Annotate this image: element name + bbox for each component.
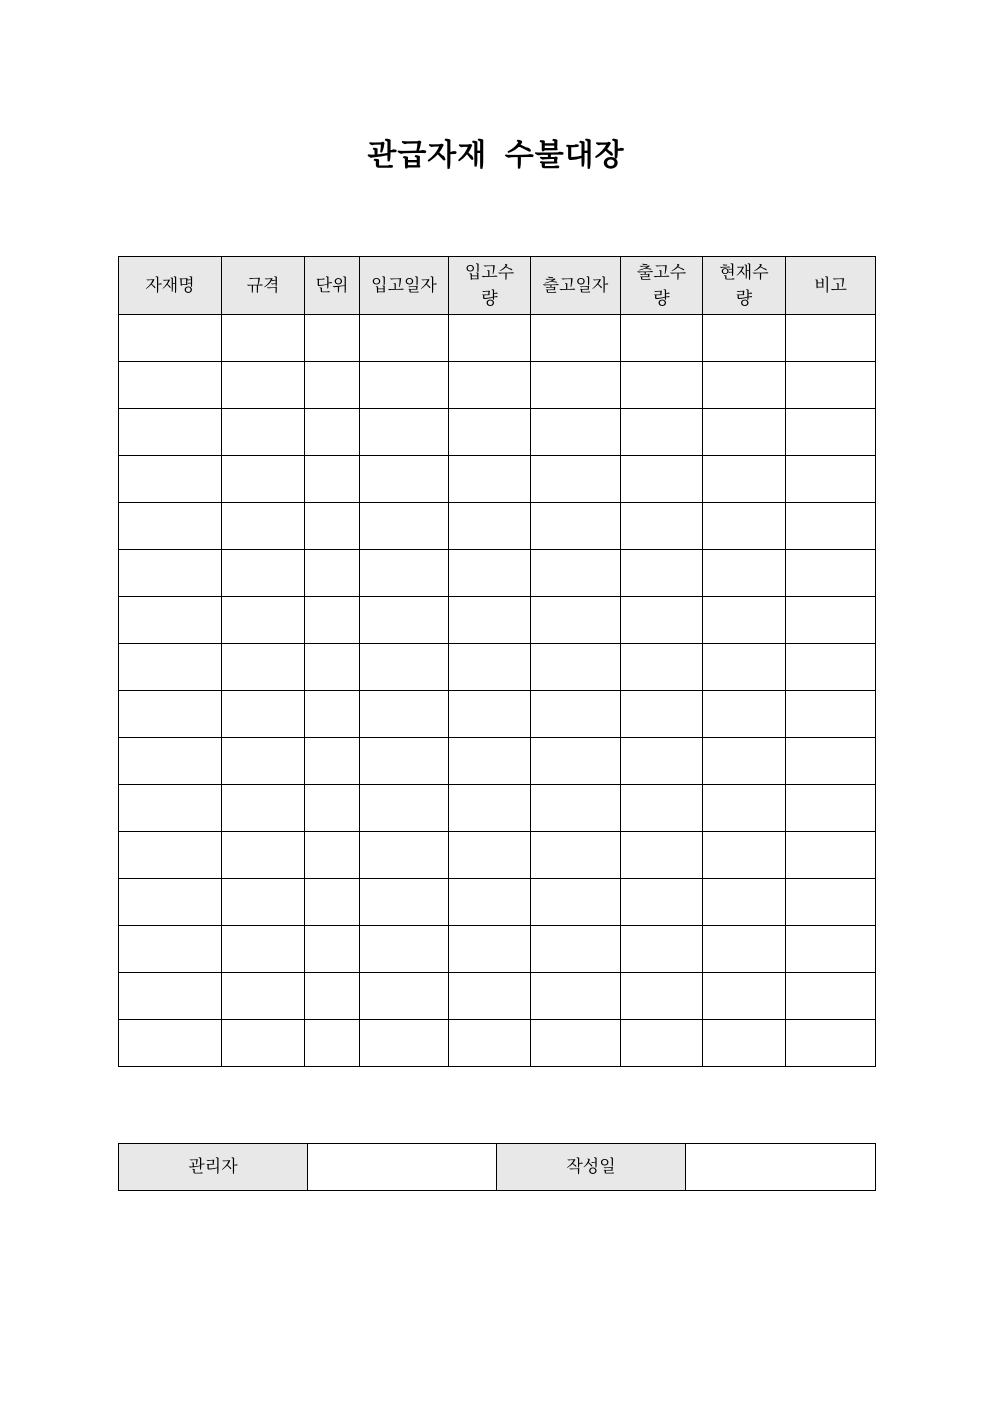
cell-in-date[interactable] <box>360 691 449 738</box>
cell-in-date[interactable] <box>360 738 449 785</box>
table-row <box>119 785 876 832</box>
cell-in-date[interactable] <box>360 409 449 456</box>
column-header-label: 입고일자 <box>371 275 437 296</box>
cell-current-qty[interactable] <box>703 315 786 362</box>
cell-in-qty[interactable] <box>449 456 531 503</box>
cell-remarks[interactable] <box>786 1020 876 1067</box>
cell-out-qty[interactable] <box>621 315 703 362</box>
cell-current-qty[interactable] <box>703 597 786 644</box>
table-row <box>119 738 876 785</box>
cell-in-date[interactable] <box>360 456 449 503</box>
cell-in-qty[interactable] <box>449 503 531 550</box>
cell-spec[interactable] <box>222 409 305 456</box>
cell-out-qty[interactable] <box>621 644 703 691</box>
cell-spec[interactable] <box>222 644 305 691</box>
cell-out-qty[interactable] <box>621 832 703 879</box>
cell-material-name[interactable] <box>119 315 222 362</box>
cell-in-date[interactable] <box>360 973 449 1020</box>
cell-remarks[interactable] <box>786 832 876 879</box>
cell-remarks[interactable] <box>786 738 876 785</box>
date-label: 작성일 <box>497 1144 686 1191</box>
cell-out-date[interactable] <box>531 550 621 597</box>
cell-unit[interactable] <box>305 550 360 597</box>
cell-unit[interactable] <box>305 503 360 550</box>
cell-out-date[interactable] <box>531 832 621 879</box>
cell-out-date[interactable] <box>531 456 621 503</box>
cell-unit[interactable] <box>305 644 360 691</box>
column-header-material-name <box>119 257 222 315</box>
column-header-in-qty <box>449 257 531 315</box>
column-header-label: 현재수 량 <box>719 262 769 309</box>
cell-in-qty[interactable] <box>449 644 531 691</box>
cell-unit[interactable] <box>305 926 360 973</box>
cell-in-date[interactable] <box>360 644 449 691</box>
cell-current-qty[interactable] <box>703 362 786 409</box>
column-header-spec <box>222 257 305 315</box>
cell-out-date[interactable] <box>531 362 621 409</box>
cell-current-qty[interactable] <box>703 832 786 879</box>
cell-spec[interactable] <box>222 503 305 550</box>
signoff-row <box>119 1144 876 1191</box>
cell-remarks[interactable] <box>786 926 876 973</box>
cell-current-qty[interactable] <box>703 738 786 785</box>
cell-unit[interactable] <box>305 738 360 785</box>
cell-out-qty[interactable] <box>621 926 703 973</box>
cell-spec[interactable] <box>222 362 305 409</box>
cell-in-date[interactable] <box>360 550 449 597</box>
cell-in-date[interactable] <box>360 926 449 973</box>
cell-remarks[interactable] <box>786 879 876 926</box>
cell-current-qty[interactable] <box>703 973 786 1020</box>
cell-out-qty[interactable] <box>621 503 703 550</box>
column-header-label: 자재명 <box>145 275 195 296</box>
cell-out-qty[interactable] <box>621 456 703 503</box>
cell-out-qty[interactable] <box>621 785 703 832</box>
cell-out-qty[interactable] <box>621 362 703 409</box>
cell-current-qty[interactable] <box>703 691 786 738</box>
cell-spec[interactable] <box>222 832 305 879</box>
cell-out-date[interactable] <box>531 1020 621 1067</box>
cell-spec[interactable] <box>222 315 305 362</box>
cell-remarks[interactable] <box>786 409 876 456</box>
table-row <box>119 879 876 926</box>
cell-material-name[interactable] <box>119 503 222 550</box>
cell-out-date[interactable] <box>531 409 621 456</box>
column-header-out-qty <box>621 257 703 315</box>
cell-out-qty[interactable] <box>621 973 703 1020</box>
cell-in-qty[interactable] <box>449 738 531 785</box>
cell-remarks[interactable] <box>786 456 876 503</box>
cell-unit[interactable] <box>305 315 360 362</box>
cell-in-qty[interactable] <box>449 973 531 1020</box>
cell-in-date[interactable] <box>360 785 449 832</box>
cell-in-date[interactable] <box>360 1020 449 1067</box>
cell-material-name[interactable] <box>119 973 222 1020</box>
table-row <box>119 973 876 1020</box>
cell-in-qty[interactable] <box>449 691 531 738</box>
cell-out-qty[interactable] <box>621 409 703 456</box>
column-header-out-date <box>531 257 621 315</box>
material-ledger-table <box>118 256 876 1067</box>
cell-unit[interactable] <box>305 362 360 409</box>
cell-out-qty[interactable] <box>621 691 703 738</box>
cell-in-qty[interactable] <box>449 597 531 644</box>
cell-out-date[interactable] <box>531 597 621 644</box>
cell-out-qty[interactable] <box>621 550 703 597</box>
column-header-label: 출고수 량 <box>636 262 687 309</box>
cell-current-qty[interactable] <box>703 926 786 973</box>
column-header-unit <box>305 257 360 315</box>
cell-out-date[interactable] <box>531 503 621 550</box>
table-row <box>119 409 876 456</box>
table-row <box>119 597 876 644</box>
cell-in-qty[interactable] <box>449 362 531 409</box>
cell-out-qty[interactable] <box>621 879 703 926</box>
cell-out-date[interactable] <box>531 879 621 926</box>
cell-current-qty[interactable] <box>703 1020 786 1067</box>
cell-out-date[interactable] <box>531 738 621 785</box>
cell-remarks[interactable] <box>786 785 876 832</box>
cell-spec[interactable] <box>222 456 305 503</box>
cell-spec[interactable] <box>222 738 305 785</box>
cell-material-name[interactable] <box>119 691 222 738</box>
cell-material-name[interactable] <box>119 1020 222 1067</box>
column-header-label: 입고수 량 <box>464 262 515 309</box>
cell-spec[interactable] <box>222 691 305 738</box>
cell-unit[interactable] <box>305 1020 360 1067</box>
cell-material-name[interactable] <box>119 785 222 832</box>
cell-out-qty[interactable] <box>621 738 703 785</box>
cell-material-name[interactable] <box>119 362 222 409</box>
cell-in-qty[interactable] <box>449 550 531 597</box>
cell-in-date[interactable] <box>360 879 449 926</box>
column-header-current-qty <box>703 257 786 315</box>
cell-in-qty[interactable] <box>449 832 531 879</box>
cell-in-qty[interactable] <box>449 409 531 456</box>
cell-unit[interactable] <box>305 597 360 644</box>
cell-out-date[interactable] <box>531 973 621 1020</box>
cell-out-qty[interactable] <box>621 1020 703 1067</box>
cell-unit[interactable] <box>305 973 360 1020</box>
column-header-remarks <box>786 257 876 315</box>
cell-in-date[interactable] <box>360 362 449 409</box>
cell-unit[interactable] <box>305 456 360 503</box>
cell-spec[interactable] <box>222 597 305 644</box>
cell-in-date[interactable] <box>360 503 449 550</box>
column-header-label: 규격 <box>246 275 280 296</box>
cell-material-name[interactable] <box>119 550 222 597</box>
cell-material-name[interactable] <box>119 879 222 926</box>
cell-remarks[interactable] <box>786 550 876 597</box>
cell-in-qty[interactable] <box>449 1020 531 1067</box>
cell-remarks[interactable] <box>786 691 876 738</box>
cell-remarks[interactable] <box>786 644 876 691</box>
cell-remarks[interactable] <box>786 362 876 409</box>
cell-material-name[interactable] <box>119 926 222 973</box>
cell-spec[interactable] <box>222 973 305 1020</box>
cell-unit[interactable] <box>305 832 360 879</box>
cell-out-date[interactable] <box>531 785 621 832</box>
cell-current-qty[interactable] <box>703 550 786 597</box>
cell-remarks[interactable] <box>786 503 876 550</box>
date-field[interactable] <box>686 1144 876 1191</box>
cell-material-name[interactable] <box>119 456 222 503</box>
cell-out-date[interactable] <box>531 691 621 738</box>
table-row <box>119 550 876 597</box>
cell-remarks[interactable] <box>786 597 876 644</box>
table-row <box>119 315 876 362</box>
cell-unit[interactable] <box>305 785 360 832</box>
table-row <box>119 503 876 550</box>
cell-spec[interactable] <box>222 926 305 973</box>
table-row <box>119 456 876 503</box>
cell-current-qty[interactable] <box>703 409 786 456</box>
cell-current-qty[interactable] <box>703 456 786 503</box>
cell-unit[interactable] <box>305 879 360 926</box>
cell-out-qty[interactable] <box>621 597 703 644</box>
cell-material-name[interactable] <box>119 738 222 785</box>
table-row <box>119 1020 876 1067</box>
cell-material-name[interactable] <box>119 409 222 456</box>
column-header-label: 출고일자 <box>542 275 609 296</box>
cell-in-qty[interactable] <box>449 879 531 926</box>
cell-material-name[interactable] <box>119 644 222 691</box>
table-row <box>119 362 876 409</box>
cell-out-date[interactable] <box>531 644 621 691</box>
cell-in-qty[interactable] <box>449 315 531 362</box>
cell-unit[interactable] <box>305 409 360 456</box>
cell-out-date[interactable] <box>531 315 621 362</box>
table-row <box>119 926 876 973</box>
manager-label: 관리자 <box>119 1144 308 1191</box>
cell-spec[interactable] <box>222 785 305 832</box>
column-header-label: 단위 <box>315 275 349 296</box>
cell-material-name[interactable] <box>119 832 222 879</box>
cell-spec[interactable] <box>222 550 305 597</box>
cell-current-qty[interactable] <box>703 785 786 832</box>
table-row <box>119 832 876 879</box>
cell-in-qty[interactable] <box>449 926 531 973</box>
cell-spec[interactable] <box>222 1020 305 1067</box>
manager-field[interactable] <box>308 1144 497 1191</box>
cell-out-date[interactable] <box>531 926 621 973</box>
cell-in-date[interactable] <box>360 832 449 879</box>
cell-in-date[interactable] <box>360 597 449 644</box>
cell-current-qty[interactable] <box>703 879 786 926</box>
table-header-row <box>119 257 876 315</box>
cell-in-qty[interactable] <box>449 785 531 832</box>
column-header-in-date <box>360 257 449 315</box>
cell-remarks[interactable] <box>786 315 876 362</box>
cell-current-qty[interactable] <box>703 503 786 550</box>
cell-remarks[interactable] <box>786 973 876 1020</box>
cell-spec[interactable] <box>222 879 305 926</box>
cell-current-qty[interactable] <box>703 644 786 691</box>
cell-in-date[interactable] <box>360 315 449 362</box>
table-row <box>119 644 876 691</box>
table-row <box>119 691 876 738</box>
document-title: 관급자재 수불대장 <box>367 138 625 173</box>
table-body <box>119 315 876 1067</box>
cell-unit[interactable] <box>305 691 360 738</box>
signoff-table <box>118 1143 876 1191</box>
column-header-label: 비고 <box>814 275 847 296</box>
cell-material-name[interactable] <box>119 597 222 644</box>
